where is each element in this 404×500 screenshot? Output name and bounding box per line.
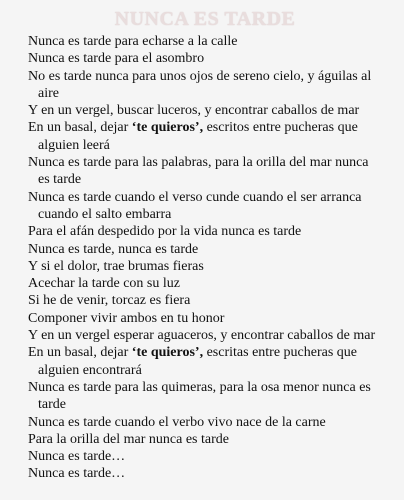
poem-line bbox=[28, 275, 382, 292]
poem-line-text: Nunca es tarde para las quimeras, para la osa menor nunca es tarde bbox=[28, 379, 371, 413]
poem-line bbox=[28, 68, 382, 103]
poem-line-text: Nunca es tarde cuando el verbo vivo nace de la carne bbox=[28, 414, 326, 430]
poem-line bbox=[28, 33, 382, 50]
poem-title: NUNCA ES TARDE bbox=[114, 8, 296, 30]
poem-line-text: Nunca es tarde… bbox=[28, 466, 126, 482]
poem-line-text-continued: escritas entre pucheras que alguien encontrará bbox=[38, 345, 358, 378]
poem-line-text: Acechar la tarde con su luz bbox=[28, 276, 180, 292]
poem-line bbox=[28, 431, 382, 448]
poem-line bbox=[28, 50, 382, 67]
poem-line bbox=[28, 448, 382, 465]
poem-line-text: Nunca es tarde, nunca es tarde bbox=[28, 241, 199, 257]
poem-line bbox=[28, 258, 382, 275]
poem-line bbox=[28, 119, 382, 154]
poem-line-text: Nunca es tarde para el asombro bbox=[28, 51, 205, 67]
poem-body bbox=[28, 33, 382, 483]
poem-line bbox=[28, 465, 382, 482]
poem-line-text: Nunca es tarde cuando el verso cunde cuando el ser arranca cuando el salto embarra bbox=[28, 189, 362, 222]
poem-line-text-continued: escritos entre pucheras que alguien leerá bbox=[38, 120, 358, 153]
poem-line bbox=[28, 223, 382, 240]
poem-line-text: Y en un vergel esperar aguaceros, y encontrar caballos de mar bbox=[28, 328, 376, 344]
poem-line-text: Y si el dolor, trae brumas fieras bbox=[28, 258, 204, 274]
poem-line bbox=[28, 102, 382, 119]
poem-line-text: Y en un vergel, buscar luceros, y encontrar caballos de mar bbox=[28, 103, 360, 119]
poem-line bbox=[28, 241, 382, 258]
poem-line-text: No es tarde nunca para unos ojos de sereno cielo, y águilas al aire bbox=[28, 68, 372, 101]
poem-line-text: En un basal, dejar bbox=[28, 345, 132, 361]
poem-line bbox=[28, 154, 382, 189]
poem-line-text: Nunca es tarde para echarse a la calle bbox=[28, 34, 238, 49]
poem-line bbox=[28, 379, 382, 414]
poem-line-text: Componer vivir ambos en tu honor bbox=[28, 310, 225, 326]
poem-line bbox=[28, 327, 382, 344]
poem-line-text: Para la orilla del mar nunca es tarde bbox=[28, 431, 229, 447]
poem-line-text: Para el afán despedido por la vida nunca es tarde bbox=[28, 224, 302, 240]
poem-line-text: Nunca es tarde… bbox=[28, 449, 126, 465]
poem-line-text: Si he de venir, torcaz es fiera bbox=[28, 293, 191, 309]
poem-line bbox=[28, 292, 382, 309]
poem-line bbox=[28, 344, 382, 379]
poem-line bbox=[28, 310, 382, 327]
emphasis-text: ‘te quieros’, bbox=[131, 345, 204, 361]
emphasis-text: ‘te quieros’, bbox=[131, 120, 204, 136]
poem-line-text: En un basal, dejar bbox=[28, 120, 132, 136]
poem-line bbox=[28, 189, 382, 224]
poem-line-text: Nunca es tarde para las palabras, para la orilla del mar nunca es tarde bbox=[28, 155, 369, 188]
poem-line bbox=[28, 414, 382, 431]
